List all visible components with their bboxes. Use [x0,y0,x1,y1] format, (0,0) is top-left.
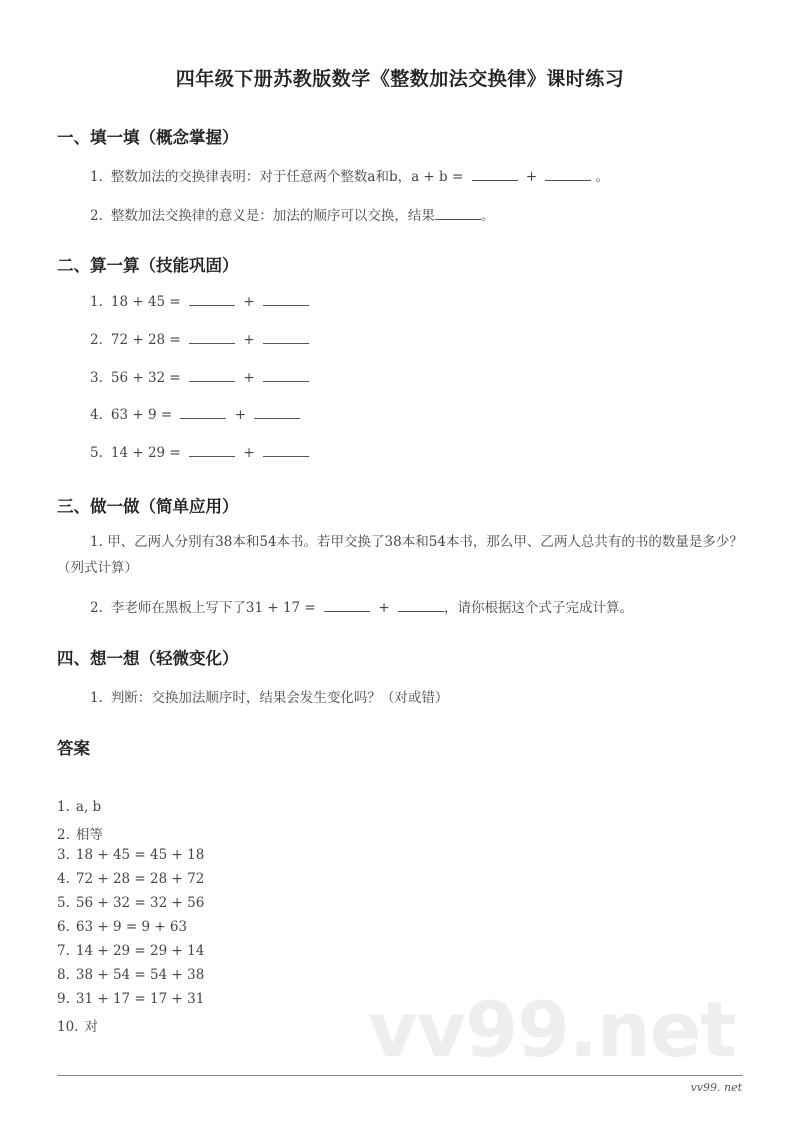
plus-sign: + [243,370,255,386]
expression: 56 + 32 = [110,370,181,386]
answer-blank [398,599,444,612]
answer-blank [472,168,518,181]
plus-sign: + [378,600,390,616]
plus-sign: + [243,445,255,461]
answer-text: 31 + 17 = 17 + 31 [75,991,205,1007]
answer-blank [189,331,235,344]
answer-item [57,967,204,983]
answer-item [57,991,204,1007]
answer-number: 9. [57,991,70,1007]
question-number: 2. [90,208,103,224]
answer-blank [189,293,235,306]
answer-text: 72 + 28 = 28 + 72 [75,871,205,887]
question-number: 2. [90,332,103,348]
answer-item [57,823,103,843]
answer-item [57,847,204,863]
answer-blank [545,168,591,181]
plus-sign: + [234,407,247,423]
answer-number: 10. [57,1019,79,1035]
question-1-1 [90,165,609,185]
section-heading-fill: 一、填一填（概念掌握） [57,128,239,147]
watermark: vv99.net [368,985,736,1074]
period: 。 [595,169,609,185]
question-3-2 [90,596,633,616]
plus-sign: + [525,169,538,185]
section-heading-apply: 三、做一做（简单应用） [57,497,239,516]
answer-item [57,799,101,815]
question-2-2 [90,331,313,348]
question-number: 3. [90,370,103,386]
section-heading-calc: 二、算一算（技能巩固） [57,256,239,275]
question-number: 1. [90,690,103,706]
question-2-3 [90,369,313,386]
question-2-4 [90,406,304,423]
question-2-1 [90,293,313,310]
answer-number: 8. [57,967,70,983]
question-3-1 [57,529,747,581]
answer-number: 7. [57,943,70,959]
question-number: 1. [90,534,103,550]
answer-blank [189,369,235,382]
answer-text: 18 + 45 = 45 + 18 [75,847,205,863]
section-heading-think: 四、想一想（轻微变化） [57,649,239,668]
question-text: 整数加法的交换律表明：对于任意两个整数a和b，a + b = [110,169,464,185]
answer-item [57,919,187,935]
answer-text: a, b [75,799,102,815]
answer-blank [180,406,226,419]
answer-blank [263,293,309,306]
answer-text: 对 [84,1019,98,1035]
question-number: 4. [90,407,103,423]
answer-item [57,895,204,911]
question-text: 甲、乙两人分别有38本和54本书。若甲交换了38本和54本书，那么甲、乙两人总共有的书的数量是多少？（列式计算） [57,534,743,576]
answer-blank [263,444,309,457]
answer-text: 相等 [75,827,103,843]
answers-heading: 答案 [57,739,90,758]
question-text-end: ，请你根据这个式子完成计算。 [443,600,633,616]
answer-number: 3. [57,847,70,863]
answer-number: 4. [57,871,70,887]
question-text: 李老师在黑板上写下了31 + 17 = [110,600,316,616]
answer-blank [189,444,235,457]
question-1-2 [90,204,494,224]
answer-blank [254,406,300,419]
expression: 72 + 28 = [110,332,181,348]
answer-blank [263,369,309,382]
answer-number: 1. [57,799,70,815]
answer-blank [435,207,481,220]
answer-item [57,871,204,887]
question-number: 2. [90,600,103,616]
footer-divider [57,1075,743,1076]
answer-text: 63 + 9 = 9 + 63 [75,919,188,935]
answer-number: 2. [57,827,70,843]
question-4-1 [90,686,448,706]
answer-number: 5. [57,895,70,911]
question-number: 1. [90,169,103,185]
answer-blank [324,599,370,612]
answer-text: 56 + 32 = 32 + 56 [75,895,205,911]
answer-item [57,943,204,959]
answer-text: 38 + 54 = 54 + 38 [75,967,205,983]
question-number: 1. [90,294,103,310]
expression: 18 + 45 = [110,294,181,310]
answer-text: 14 + 29 = 29 + 14 [75,943,205,959]
question-number: 5. [90,445,103,461]
question-text: 判断：交换加法顺序时，结果会发生变化吗？（对或错） [110,690,449,706]
answer-blank [263,331,309,344]
question-text: 整数加法交换律的意义是：加法的顺序可以交换，结果 [110,208,435,224]
question-2-5 [90,444,313,461]
footer-site: vv99. net [690,1081,742,1094]
plus-sign: + [243,332,255,348]
expression: 14 + 29 = [110,445,181,461]
expression: 63 + 9 = [110,407,173,423]
page-title: 四年级下册苏教版数学《整数加法交换律》课时练习 [175,68,625,90]
answer-item [57,1015,98,1035]
plus-sign: + [243,294,255,310]
answer-number: 6. [57,919,70,935]
period: 。 [480,208,495,224]
